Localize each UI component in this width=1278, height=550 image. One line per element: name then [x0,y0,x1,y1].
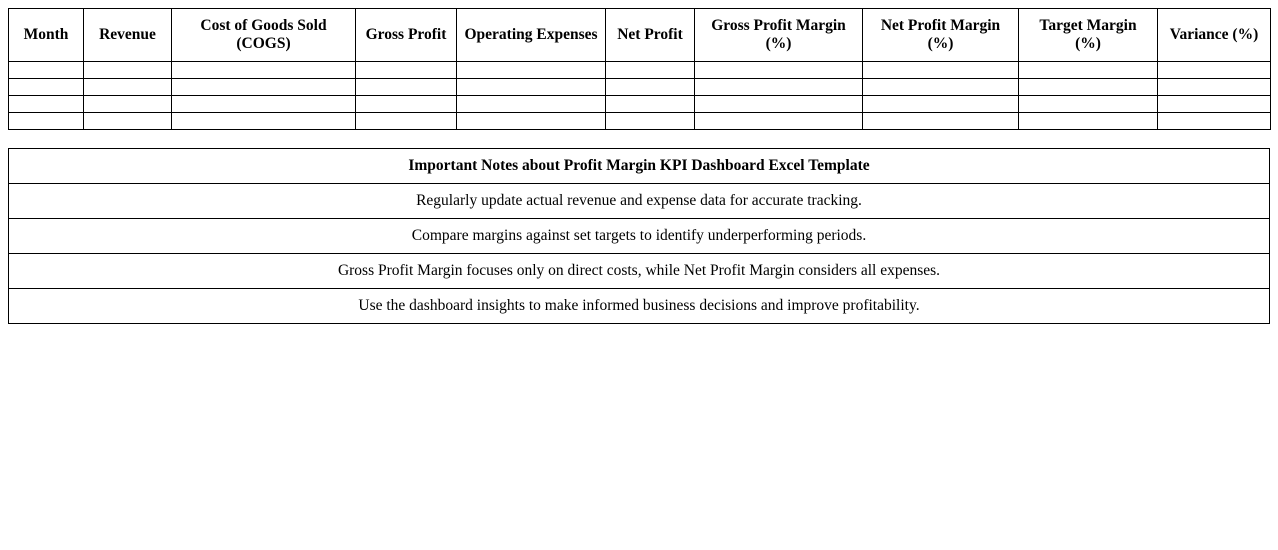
table-header-row [9,9,1271,62]
table-cell[interactable] [863,113,1019,130]
table-cell[interactable] [356,79,457,96]
table-cell[interactable] [84,62,172,79]
note-text: Use the dashboard insights to make informed business decisions and improve profitability. [9,289,1270,324]
notes-title-row [9,149,1270,184]
table-cell[interactable] [9,79,84,96]
table-cell[interactable] [1158,96,1271,113]
table-cell[interactable] [695,62,863,79]
table-row [9,79,1271,96]
table-cell[interactable] [356,62,457,79]
table-cell[interactable] [606,62,695,79]
notes-table [8,148,1270,324]
table-cell[interactable] [9,96,84,113]
table-cell[interactable] [457,62,606,79]
table-cell[interactable] [9,113,84,130]
table-cell[interactable] [1158,62,1271,79]
table-cell[interactable] [695,113,863,130]
table-cell[interactable] [9,62,84,79]
table-cell[interactable] [606,96,695,113]
table-cell[interactable] [172,96,356,113]
table-cell[interactable] [356,113,457,130]
table-row [9,113,1271,130]
list-item [9,184,1270,219]
table-cell[interactable] [1158,79,1271,96]
notes-title: Important Notes about Profit Margin KPI Dashboard Excel Template [9,149,1270,184]
table-cell[interactable] [84,113,172,130]
header-month[interactable]: Month [9,9,84,62]
table-cell[interactable] [1019,79,1158,96]
kpi-table [8,8,1271,130]
table-cell[interactable] [606,79,695,96]
table-cell[interactable] [695,79,863,96]
header-operating-expenses[interactable]: Operating Expenses [457,9,606,62]
note-text: Compare margins against set targets to identify underperforming periods. [9,219,1270,254]
table-cell[interactable] [863,62,1019,79]
table-cell[interactable] [172,79,356,96]
table-cell[interactable] [606,113,695,130]
table-cell[interactable] [863,79,1019,96]
note-text: Gross Profit Margin focuses only on direct costs, while Net Profit Margin considers all expenses. [9,254,1270,289]
list-item [9,219,1270,254]
list-item [9,254,1270,289]
table-cell[interactable] [1019,96,1158,113]
header-variance[interactable]: Variance (%) [1158,9,1271,62]
table-row [9,62,1271,79]
table-cell[interactable] [457,79,606,96]
header-gross-profit-margin[interactable]: Gross Profit Margin (%) [695,9,863,62]
header-target-margin[interactable]: Target Margin (%) [1019,9,1158,62]
table-cell[interactable] [356,96,457,113]
table-cell[interactable] [695,96,863,113]
table-row [9,96,1271,113]
table-cell[interactable] [863,96,1019,113]
table-cell[interactable] [172,113,356,130]
table-cell[interactable] [1158,113,1271,130]
table-cell[interactable] [1019,62,1158,79]
list-item [9,289,1270,324]
header-net-profit[interactable]: Net Profit [606,9,695,62]
table-cell[interactable] [457,113,606,130]
header-revenue[interactable]: Revenue [84,9,172,62]
header-cogs[interactable]: Cost of Goods Sold (COGS) [172,9,356,62]
header-gross-profit[interactable]: Gross Profit [356,9,457,62]
table-cell[interactable] [457,96,606,113]
table-cell[interactable] [172,62,356,79]
table-cell[interactable] [1019,113,1158,130]
note-text: Regularly update actual revenue and expense data for accurate tracking. [9,184,1270,219]
header-net-profit-margin[interactable]: Net Profit Margin (%) [863,9,1019,62]
table-cell[interactable] [84,96,172,113]
table-cell[interactable] [84,79,172,96]
